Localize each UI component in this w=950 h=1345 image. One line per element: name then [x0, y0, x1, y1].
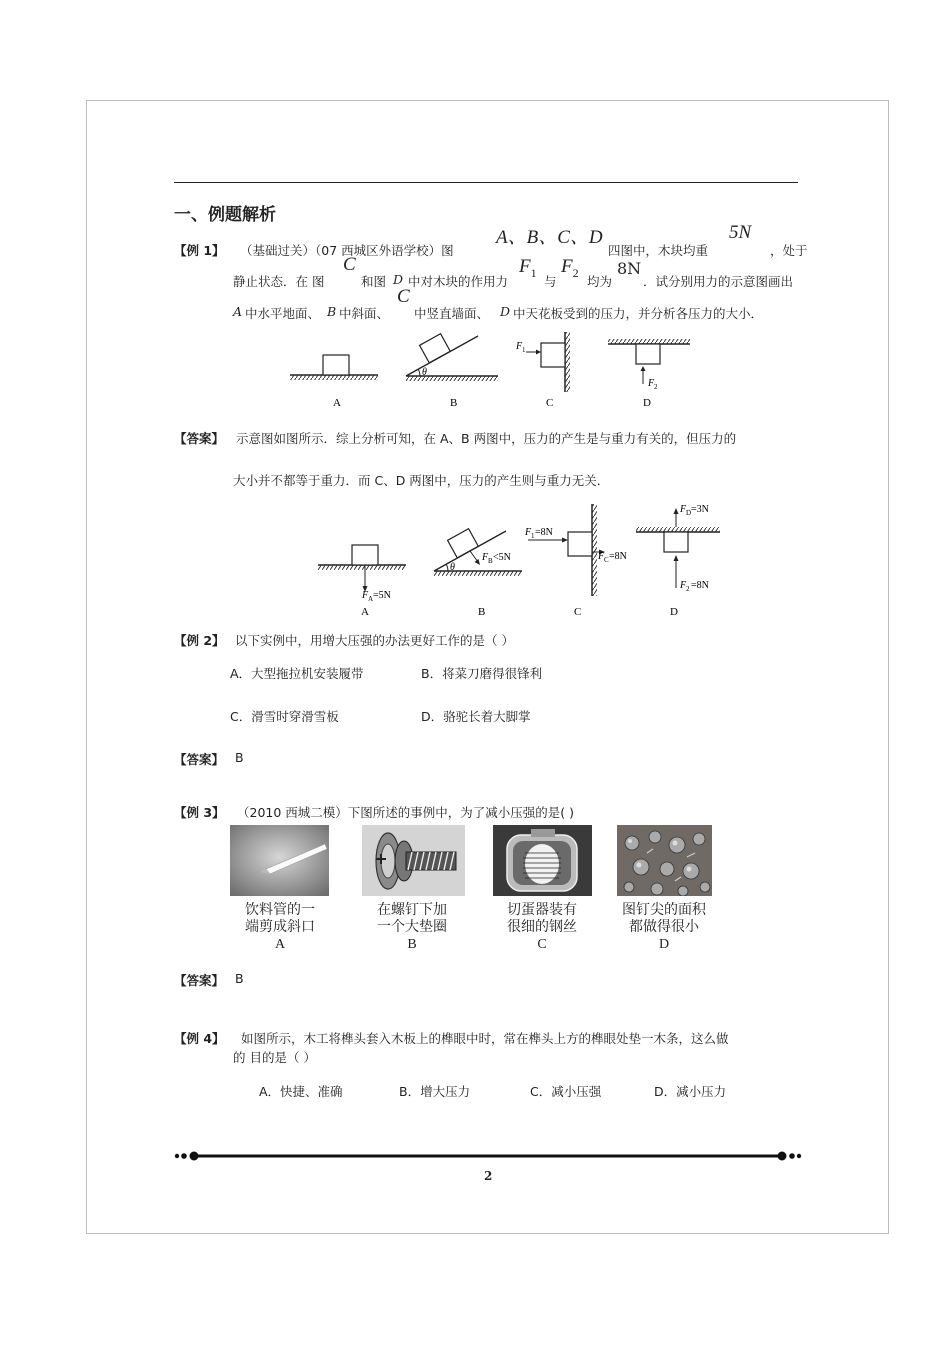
example-1-line3e: 中竖直墙面、 [414, 306, 490, 321]
example-1-f2: $F_2$ [561, 256, 579, 280]
example-1-tag: 【例 1】 [174, 243, 225, 258]
example-1-figure [280, 330, 710, 410]
answer-1-line2: 大小并不都等于重力．而 C、D 两图中，压力的产生则与重力无关． [233, 473, 610, 488]
fig1-theta: θ [422, 367, 427, 378]
example-3-question: （2010 西城二模）下图所述的事例中，为了减小压强的是( ) [237, 805, 575, 820]
photo-c-egg-slicer [493, 825, 592, 896]
example-1-weight: 5N [729, 222, 752, 243]
fig2-f1-val: =8N [535, 527, 553, 538]
answer-1-figure [310, 498, 730, 623]
example-2-option-a: A．大型拖拉机安装履带 [230, 666, 364, 681]
photo-a-straw [230, 825, 329, 896]
fig1-label-c: C [546, 397, 554, 409]
fig1-f1-sub: 1 [522, 346, 526, 354]
photo-a-caption: 饮料管的一 端剪成斜口 A [245, 902, 315, 952]
example-3-tag: 【例 3】 [174, 805, 225, 820]
example-4-tag: 【例 4】 [174, 1031, 225, 1046]
example-1-line1c: ，处于 [770, 243, 808, 258]
fig2-fa: F [362, 590, 369, 601]
example-2-question: 以下实例中，用增大压强的办法更好工作的是（ ） [235, 633, 514, 648]
answer-1-tag: 【答案】 [174, 431, 225, 446]
fig1-b [406, 334, 498, 381]
fig1-label-a: A [333, 397, 341, 409]
example-1-line3a: A [233, 304, 243, 319]
answer-2-value: B [235, 750, 244, 765]
example-1-abcd: A、B、C、D [496, 227, 603, 248]
example-2-tag: 【例 2】 [174, 633, 225, 648]
fig1-d [608, 339, 690, 391]
photo-d-caption: 图钉尖的面积 都做得很小 D [622, 902, 706, 952]
answer-3-value: B [235, 971, 244, 986]
example-1-d-mark: D [393, 272, 404, 287]
fig2-fd-sub: D [686, 509, 692, 517]
example-1-line3b: 中水平地面、 [245, 306, 321, 321]
example-4-option-d: D．减小压力 [654, 1084, 727, 1099]
fig2-c [524, 504, 627, 596]
fig2-f1-sub: 1 [531, 532, 535, 540]
example-1-line3g: 中天花板受到的压力，并分析各压力的大小． [513, 306, 764, 321]
section-title: 一、例题解析 [174, 205, 276, 225]
example-1-line1b: 四图中，木块均重 [608, 243, 709, 258]
fig2-fd: F [680, 504, 687, 515]
example-1-line1: （基础过关）（07 西城区外语学校）图 [240, 243, 454, 258]
fig2-fb-sub: B [488, 557, 493, 565]
fig2-a [318, 545, 406, 603]
answer-3-tag: 【答案】 [174, 973, 225, 988]
example-4-option-b: B．增大压力 [399, 1084, 471, 1099]
fig2-fc-sub: C [604, 556, 609, 564]
fig2-theta: θ [450, 562, 455, 573]
example-4-option-a: A．快捷、准确 [259, 1084, 343, 1099]
fig2-label-a: A [361, 606, 369, 618]
example-1-line3f: D [500, 304, 511, 319]
header-rule [174, 182, 798, 183]
fig2-f2-val: =8N [691, 580, 709, 591]
example-4-option-c: C．减小压强 [530, 1084, 602, 1099]
photo-c-caption: 切蛋器装有 很细的钢丝 C [507, 902, 577, 952]
example-1-line2b: 和图 [361, 274, 387, 289]
example-1-line2d: ．试分别用力的示意图画出 [643, 274, 794, 289]
fig1-label-b: B [450, 397, 458, 409]
fig1-f2-label: F [648, 378, 655, 389]
fig2-fd-val: =3N [691, 504, 709, 515]
example-4-line2: 的 目的是（ ） [233, 1050, 316, 1065]
fig1-f1-label: F [516, 341, 523, 352]
answer-1-line1: 示意图如图所示．综上分析可知，在 A、B 两图中，压力的产生是与重力有关的，但压力的 [236, 431, 737, 446]
fig2-fb-val: <5N [493, 552, 511, 563]
example-1-c-mark-2: C [397, 286, 410, 307]
fig2-f2: F [680, 580, 687, 591]
example-1-line2a: 静止状态．在 图 [233, 274, 325, 289]
example-2-option-b: B．将菜刀磨得很锋利 [421, 666, 543, 681]
fig2-label-c: C [574, 606, 582, 618]
fig1-f2-sub: 2 [654, 383, 658, 391]
example-1-equal: 均为 [587, 274, 613, 289]
fig2-f2-sub: 2 [686, 585, 690, 593]
photo-b-caption: 在螺钉下加 一个大垫圈 B [377, 902, 447, 952]
example-1-f1: $F_1$ [519, 256, 537, 280]
fig2-fb: F [482, 552, 489, 563]
photo-b-screw [362, 825, 465, 896]
page-number: 2 [484, 1169, 493, 1183]
example-1-line3c: B [327, 304, 337, 319]
example-1-c-mark: C [343, 254, 356, 275]
example-1-line3d: 中斜面、 [339, 306, 390, 321]
fig2-f1: F [525, 527, 532, 538]
fig2-fa-val: =5N [373, 590, 391, 601]
fig1-label-d: D [643, 397, 651, 409]
fig1-a [290, 355, 378, 380]
fig2-d [636, 504, 720, 593]
example-1-line2c: 中对木块的作用力 [408, 274, 509, 289]
fig2-fc: F [598, 551, 605, 562]
example-2-option-d: D．骆驼长着大脚掌 [421, 709, 531, 724]
fig2-label-b: B [478, 606, 486, 618]
footer-rule [172, 1149, 804, 1163]
example-1-with: 与 [544, 274, 557, 289]
fig1-c [515, 332, 570, 392]
fig2-b [434, 529, 522, 576]
example-4-line1: 如图所示，木工将榫头套入木板上的榫眼中时，常在榫头上方的榫眼处垫一木条，这么做 [241, 1031, 729, 1046]
example-1-force: 8N [617, 259, 642, 278]
answer-2-tag: 【答案】 [174, 752, 225, 767]
photo-d-thumbtacks [617, 825, 712, 896]
fig2-fc-val: =8N [609, 551, 627, 562]
fig2-fa-sub: A [368, 595, 374, 603]
fig2-label-d: D [670, 606, 678, 618]
example-2-option-c: C．滑雪时穿滑雪板 [230, 709, 339, 724]
